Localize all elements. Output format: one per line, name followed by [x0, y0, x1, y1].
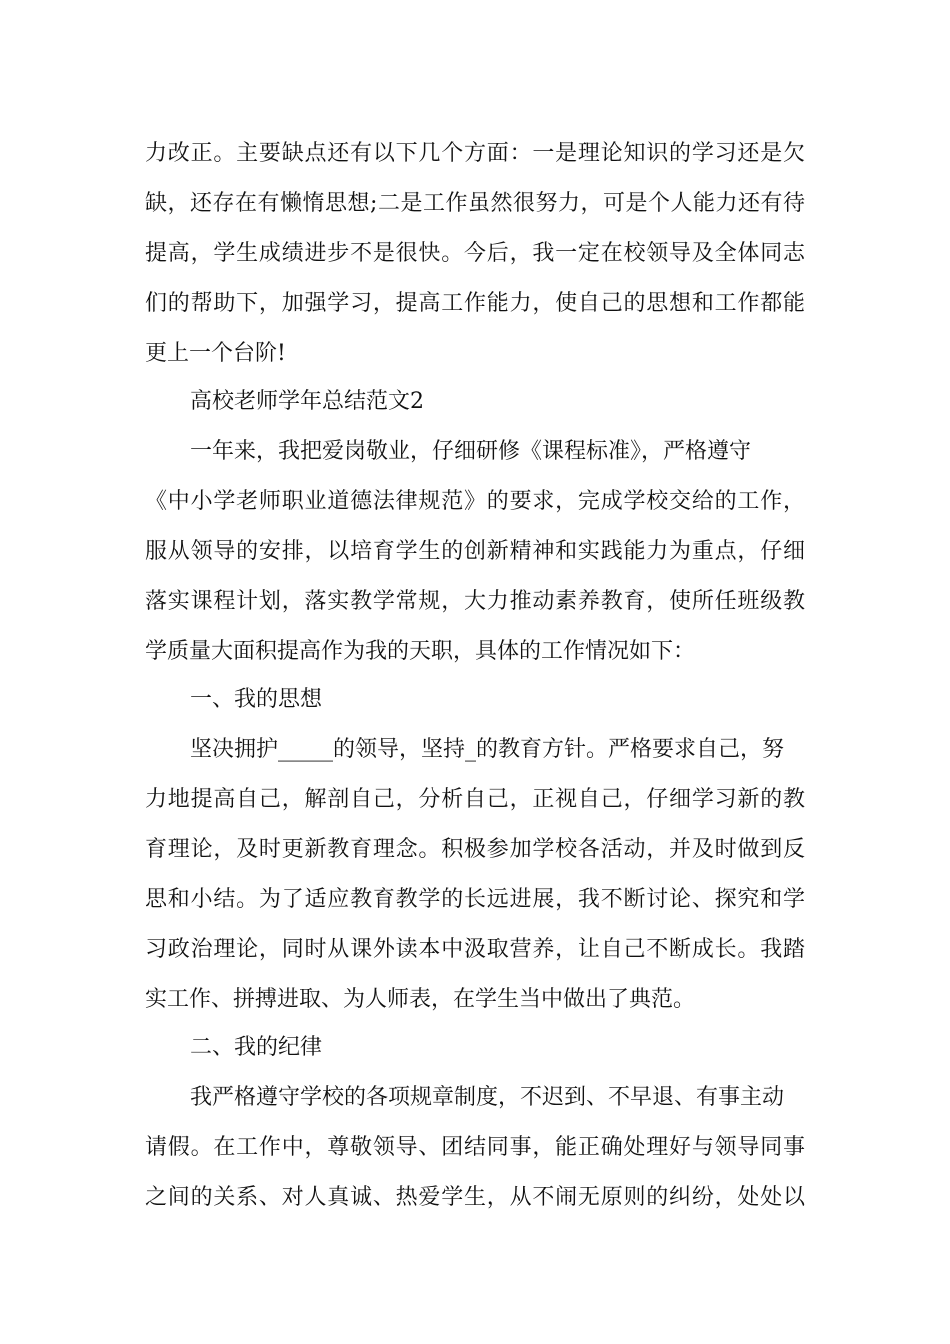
paragraph-line: 力地提高自己，解剖自己，分析自己，正视自己，仔细学习新的教	[145, 787, 805, 812]
paragraph-line: 育理论，及时更新教育理念。积极参加学校各活动，并及时做到反	[145, 837, 805, 862]
paragraph-line: 学质量大面积提高作为我的天职，具体的工作情况如下：	[145, 639, 696, 664]
paragraph-line: 思和小结。为了适应教育教学的长远进展，我不断讨论、探究和学	[145, 887, 805, 912]
section-heading: 一、我的思想	[190, 687, 323, 712]
paragraph-line: 实工作、拼搏进取、为人师表，在学生当中做出了典范。	[145, 987, 696, 1012]
paragraph-line: 提高，学生成绩进步不是很快。今后，我一定在校领导及全体同志	[145, 241, 805, 266]
paragraph-line: 习政治理论，同时从课外读本中汲取营养，让自己不断成长。我踏	[145, 937, 805, 962]
paragraph-line: 一年来，我把爱岗敬业，仔细研修《课程标准》，严格遵守	[190, 439, 752, 464]
paragraph-line: 请假。在工作中，尊敬领导、团结同事，能正确处理好与领导同事	[145, 1135, 805, 1160]
section-title: 高校老师学年总结范文2	[190, 389, 424, 414]
paragraph-line: 服从领导的安排，以培育学生的创新精神和实践能力为重点，仔细	[145, 539, 805, 564]
paragraph-line: 我严格遵守学校的各项规章制度，不迟到、不早退、有事主动	[190, 1085, 785, 1110]
paragraph-line: 更上一个台阶!	[145, 341, 286, 366]
section-heading: 二、我的纪律	[190, 1035, 323, 1060]
paragraph-line: 缺，还存在有懒惰思想;二是工作虽然很努力，可是个人能力还有待	[145, 191, 805, 216]
paragraph-line: 坚决拥护_____的领导，坚持_的教育方针。严格要求自己，努	[190, 737, 785, 762]
paragraph-line: 《中小学老师职业道德法律规范》的要求，完成学校交给的工作，	[145, 489, 805, 514]
paragraph-line: 落实课程计划，落实教学常规，大力推动素养教育，使所任班级教	[145, 589, 805, 614]
paragraph-line: 们的帮助下，加强学习，提高工作能力，使自己的思想和工作都能	[145, 291, 805, 316]
paragraph-line: 之间的关系、对人真诚、热爱学生，从不闹无原则的纠纷，处处以	[145, 1185, 805, 1210]
paragraph-line: 力改正。主要缺点还有以下几个方面：一是理论知识的学习还是欠	[145, 141, 805, 166]
